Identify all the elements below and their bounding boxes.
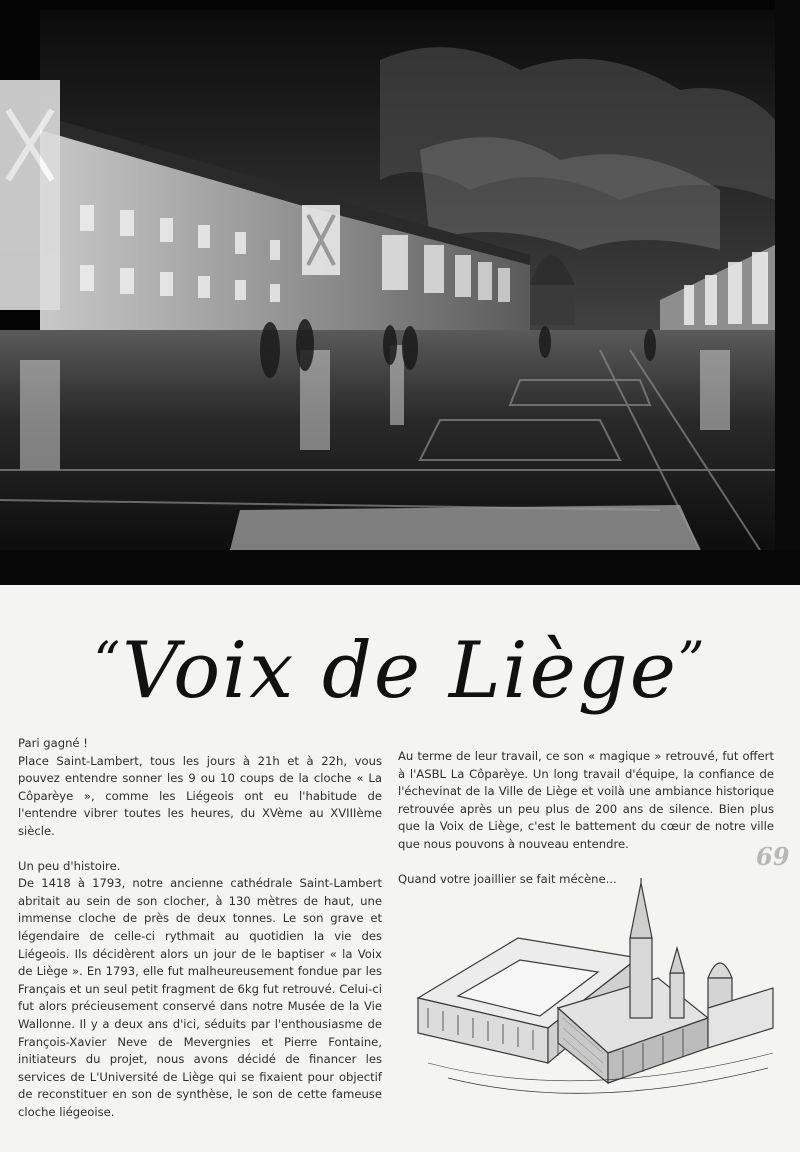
title-close-quote: ”: [677, 632, 707, 692]
intro-lead: Pari gagné !: [18, 736, 88, 750]
left-text-column: [18, 735, 382, 1138]
title-open-quote: “: [93, 632, 123, 692]
page-number: 69: [756, 842, 790, 871]
title-text: Voix de Liège: [122, 626, 678, 716]
history-lead: Un peu d'histoire.: [18, 858, 121, 873]
history-paragraph: [18, 858, 382, 1122]
page-title: [0, 600, 800, 725]
intro-paragraph: [18, 735, 382, 841]
history-body: De 1418 à 1793, notre ancienne cathédrale Saint-Lambert abritait au sein de son clocher, à 130 mètres de haut, une immense cloche de près de deux tonnes. Le son grave et légendaire de celle-ci rythmait au quotidien la vie des Liégeois. Ils décidèrent alors un jour de le baptiser « la Voix de Liège ». En 1793, elle fut malheureusement fondue par les Français et un seul petit fragment de 6kg fut retrouvé. Celui-ci fut alors précieusement conservé dans notre Musée de la Vie Wallonne. Il y a deux ans d'ici, séduits par l'enthousiasme de François-Xavier Neve de Mevergnies et Pierre Fontaine, initiateurs du projet, nous avons décidé de financer les services de L'Université de Liège qui se fixaient pour objectif de reconstituer en son de synthèse, le son de cette fameuse cloche liégeoise.: [18, 876, 382, 1119]
cathedral-engraving: [408, 878, 780, 1118]
jeweller-paragraph: Quand votre joaillier se fait mécène...: [398, 871, 617, 886]
intro-body: Place Saint-Lambert, tous les jours à 21h et à 22h, vous pouvez entendre sonner les 9 ou 10 coups de la cloche « La Côparèye », comme les Liégeois ont eu l'habitude de l'entendre vibrer toutes les heures, du XVème au XVIIIème siècle.: [18, 753, 382, 838]
result-paragraph: Au terme de leur travail, ce son « magique » retrouvé, fut offert à l'ASBL La Côparèye. Un long travail d'équipe, la confiance de l'échevinat de la Ville de Liège et voilà une ambiance historique retrouvée après un peu plus de 200 ans de silence. Bien plus que la Voix de Liège, c'est le battement du cœur de notre ville que nous pouvons à nouveau entendre.: [398, 749, 774, 851]
